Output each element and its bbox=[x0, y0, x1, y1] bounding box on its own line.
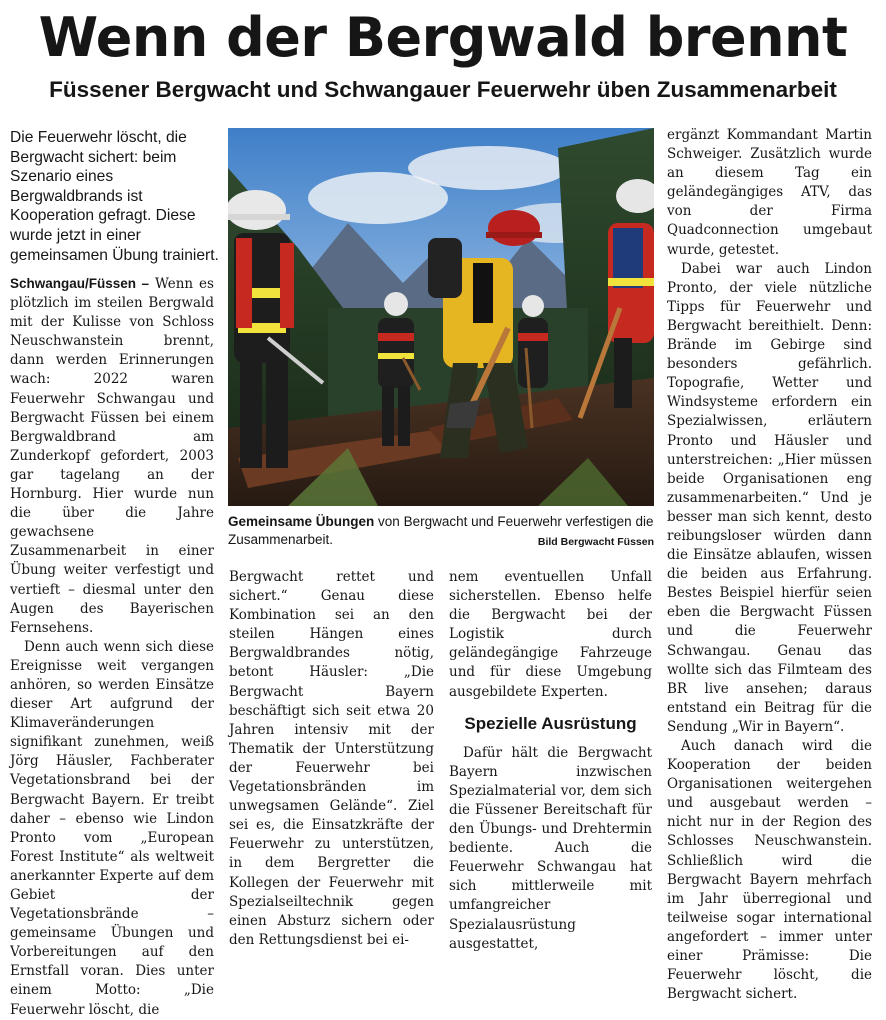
paragraph: Bergwacht rettet und sichert.“ Genau diese Kombination sei an den steilen Hängen eines Bergwaldbrandes nötig, betont Häusler: „Die Bergwacht Bayern beschäftigt sich seit etwa 20 Jahren intensiv mit der Thematik der Unterstützung der Feuerwehr bei Vegetationsbränden im unwegsamen Gelände“. Ziel sei es, die Einsatzkräfte der Feuerwehr zu unterstützen, in dem Bergretter die Kollegen der Feuerwehr mit Spezialseiltechnik gegen einen Absturz sichern oder den Rettungsdienst bei ei- bbox=[229, 569, 434, 948]
section-heading: Spezielle Ausrüstung bbox=[464, 713, 637, 733]
paragraph: Dabei war auch Lindon Pronto, der viele nützliche Tipps für Feuerwehr und Bergwacht bereithielt. Denn: Brände im Gebirge sind besonders gefährlich. Topografie, Wetter und Windsysteme erfordern ein Spezialwissen, erläutern Pronto und Häusler und unterstreichen: „Hier müssen beide Organisationen eng zusammenarbeiten.“ Und je besser man sich kennt, desto reibungsloser würden dann die Einsätze ablaufen, wissen die beiden aus Erfahrung. Bestes Beispiel hierfür seien eben die Bergwacht Füssen und die Feuerwehr Schwangau. Genau das wollte sich das Filmteam des BR live ansehen; daraus entstand ein Beitrag für die Sendung „Wir in Bayern“. bbox=[667, 260, 872, 735]
article-column-2 bbox=[229, 568, 434, 950]
photo-credit: Bild Bergwacht Füssen bbox=[537, 536, 654, 548]
article-column-1 bbox=[10, 274, 214, 1020]
headline: Wenn der Bergwald brennt bbox=[38, 6, 848, 69]
article-photo bbox=[228, 128, 654, 506]
paragraph: nem eventuellen Unfall sicherstellen. Ebenso helfe die Bergwacht bei der Logistik durch geländegängige Fahrzeuge und für diese Umgebung ausgebildete Experten. bbox=[449, 569, 652, 700]
subheadline: Füssener Bergwacht und Schwangauer Feuerwehr üben Zusammenarbeit bbox=[49, 77, 837, 102]
photo-caption bbox=[228, 513, 654, 551]
article-column-4 bbox=[667, 126, 872, 1004]
paragraph-text: Wenn es plötzlich im steilen Bergwald mit der Kulisse von Schloss Neuschwanstein brennt, dann werden Erinnerungen wach: 2022 waren Feuerwehr Schwangau und Bergwacht Füssen bei einem Bergwaldbrand am Zunderkopf gefordert, 2003 gar tagelang an der Hornburg. Hier wurde nun die über die Jahre gewachsene Zusammenarbeit in einer Übung weiter verfestigt und vertieft – diesmal unter den Augen des Bayerischen Fernsehens. bbox=[10, 276, 214, 636]
dateline: Schwangau/Füssen – bbox=[10, 276, 149, 291]
paragraph: Auch danach wird die Kooperation der beiden Organisationen weitergehen und ausgebaut werden – nicht nur in der Region des Schlosses Neuschwanstein. Schließlich wird die Bergwacht Bayern mehrfach im Jahr überregional und teilweise sogar international angefordert – immer unter einer Prämisse: Die Feuerwehr löscht, die Bergwacht sichert. bbox=[667, 738, 872, 1003]
paragraph: ergänzt Kommandant Martin Schweiger. Zusätzlich wurde an diesem Tag ein geländegängiges ATV, das von der Firma Quadconnection umgebaut wurde, getestet. bbox=[667, 127, 872, 258]
lede: Die Feuerwehr löscht, die Bergwacht sichert: beim Szenario eines Bergwaldbrands ist Kooperation gefragt. Diese wurde jetzt in einer gemeinsamen Übung trainiert. bbox=[10, 129, 219, 264]
firefighters-photo bbox=[228, 128, 654, 506]
caption-bold: Gemeinsame Übungen bbox=[228, 514, 375, 529]
article-column-3 bbox=[449, 568, 652, 954]
paragraph: Dafür hält die Bergwacht Bayern inzwischen Spezialmaterial vor, dem sich die Füssener Bereitschaft für den Übungs- und Drehtermin bediente. Auch die Feuerwehr Schwangau hat sich mittlerweile mit umfangreicher Spezialausrüstung ausgestattet, bbox=[449, 744, 652, 952]
paragraph bbox=[10, 274, 214, 638]
caption-text: von Bergwacht und Feuerwehr verfestigen die Zusammenarbeit. bbox=[228, 514, 654, 547]
paragraph: Denn auch wenn sich diese Ereignisse weit vergangen anhören, so werden Einsätze dieser Art aufgrund der Klimaveränderungen signifikant zunehmen, weiß Jörg Häusler, Fachberater Vegetationsbrand bei der Bergwacht Bayern. Er treibt daher – ebenso wie Lindon Pronto vom „European Forest Institute“ als weltweit anerkannter Experte auf dem Gebiet der Vegetationsbrände – gemeinsame Übungen und Vorbereitungen auf den Ernstfall voran. Dies unter einem Motto: „Die Feuerwehr löscht, die bbox=[10, 638, 214, 1018]
